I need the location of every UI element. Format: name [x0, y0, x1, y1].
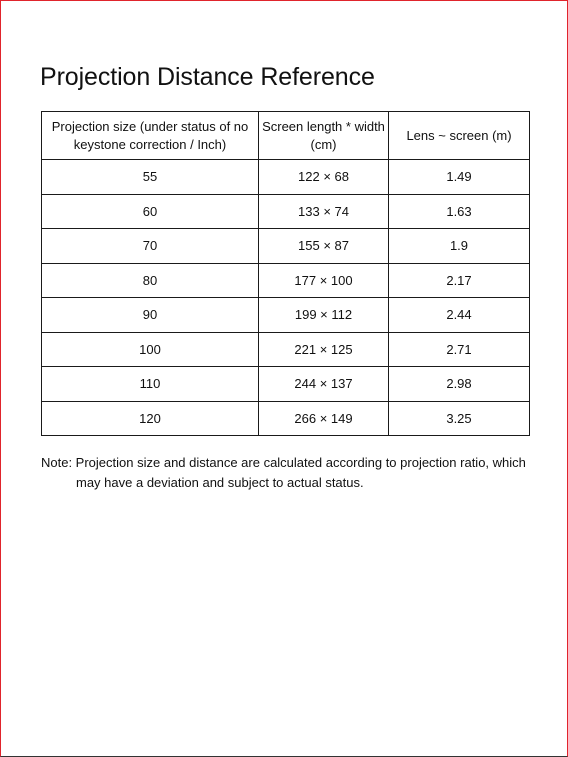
cell-distance: 3.25 — [389, 401, 530, 436]
cell-projection-size: 80 — [42, 263, 259, 298]
header-projection-size: Projection size (under status of no keystone correction / Inch) — [42, 112, 259, 160]
table-row — [42, 160, 530, 195]
cell-screen-dimensions: 133 × 74 — [259, 194, 389, 229]
footnote-line-1: Note: Projection size and distance are calculated according to projection ratio, which — [41, 455, 526, 470]
cell-screen-dimensions: 221 × 125 — [259, 332, 389, 367]
cell-projection-size: 70 — [42, 229, 259, 264]
table-row — [42, 367, 530, 402]
table-row — [42, 194, 530, 229]
cell-distance: 1.9 — [389, 229, 530, 264]
cell-projection-size: 60 — [42, 194, 259, 229]
table-row — [42, 401, 530, 436]
table-row — [42, 263, 530, 298]
header-screen-dimensions: Screen length * width (cm) — [259, 112, 389, 160]
cell-screen-dimensions: 177 × 100 — [259, 263, 389, 298]
cell-screen-dimensions: 266 × 149 — [259, 401, 389, 436]
projection-distance-table — [41, 111, 530, 436]
cell-distance: 2.17 — [389, 263, 530, 298]
cell-screen-dimensions: 122 × 68 — [259, 160, 389, 195]
footnote-line-2: may have a deviation and subject to actual status. — [76, 475, 364, 490]
table-header-row — [42, 112, 530, 160]
cell-projection-size: 110 — [42, 367, 259, 402]
table-row — [42, 298, 530, 333]
table-row — [42, 332, 530, 367]
cell-projection-size: 55 — [42, 160, 259, 195]
cell-screen-dimensions: 155 × 87 — [259, 229, 389, 264]
footnote — [41, 453, 531, 493]
cell-distance: 2.71 — [389, 332, 530, 367]
cell-screen-dimensions: 244 × 137 — [259, 367, 389, 402]
cell-projection-size: 120 — [42, 401, 259, 436]
cell-distance: 1.49 — [389, 160, 530, 195]
cell-distance: 2.44 — [389, 298, 530, 333]
cell-distance: 1.63 — [389, 194, 530, 229]
cell-screen-dimensions: 199 × 112 — [259, 298, 389, 333]
cell-projection-size: 90 — [42, 298, 259, 333]
cell-distance: 2.98 — [389, 367, 530, 402]
page-title: Projection Distance Reference — [40, 63, 375, 91]
cell-projection-size: 100 — [42, 332, 259, 367]
header-lens-screen-distance: Lens ~ screen (m) — [389, 112, 530, 160]
table-row — [42, 229, 530, 264]
